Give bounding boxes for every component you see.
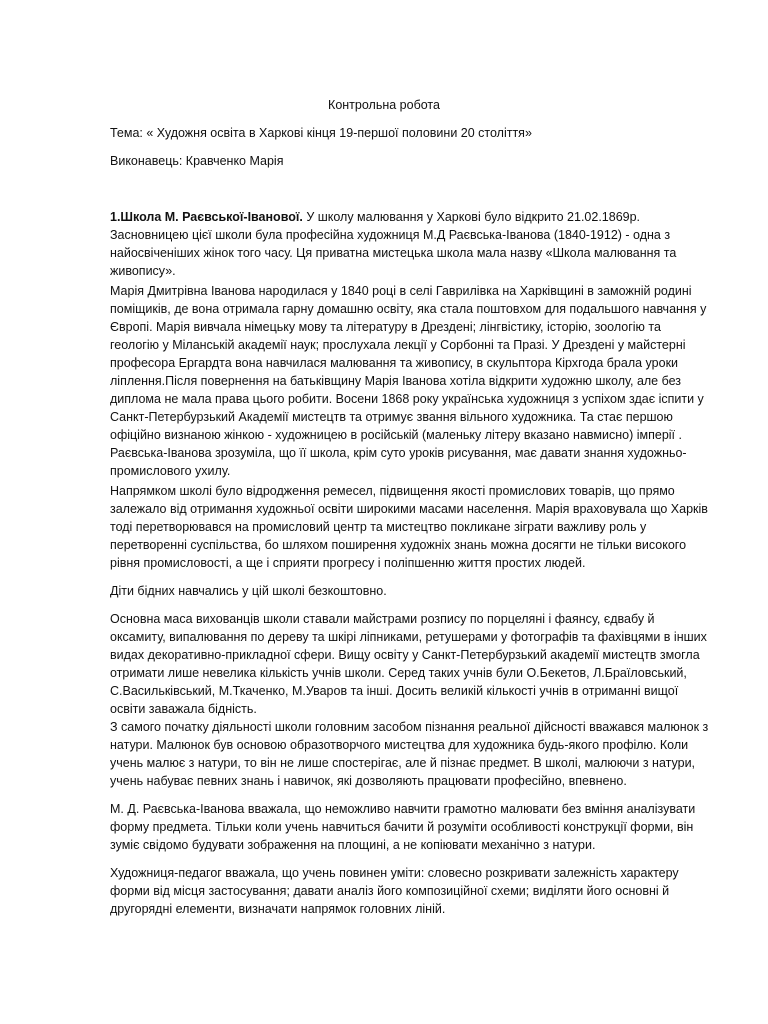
- document-body: [110, 208, 712, 918]
- body-paragraph: Основна маса вихованців школи ставали майстрами розпису по порцеляні і фаянсу, єдвабу й оксамиту, випалювання по дереву та шкірі ліпниками, ретушерами у фотографів та фахівцями в інших видах декоративно-прикладної сфери. Вищу освіту у Санкт-Петербурзький академії мистецтв змогла отримати лише невелика кількість учнів школи. Серед таких учнів були О.Бекетов, Л.Браїловський, С.Васильківський, М.Ткаченко, М.Уваров та інші. Досить великій кількості учнів в отриманні вищої освіти заважала бідність.: [110, 612, 707, 716]
- body-paragraph: Діти бідних навчались у цій школі безкоштовно.: [110, 584, 387, 598]
- section-1-heading: 1.Школа М. Раєвської-Іванової.: [110, 210, 303, 224]
- body-paragraph: З самого початку діяльності школи головним засобом пізнання реальної дійсності вважався малюнок з натури. Малюнок був основою образотворчого мистецтва для художника будь-якого профілю. Коли учень малює з натури, то він не лише спостерігає, але й пізнає предмет. В школі, малюючи з натури, учень набуває певних знань і навичок, які дозволяють працювати професійно, впевнено.: [110, 720, 709, 788]
- body-paragraph: М. Д. Раєвська-Іванова вважала, що неможливо навчити грамотно малювати без вміння аналізувати форму предмета. Тільки коли учень навчиться бачити й розуміти особливості конструкції форми, він зуміє свідомо будувати зображення на площині, а не копіювати механічно з натури.: [110, 802, 696, 852]
- body-paragraph: Напрямком школі було відродження ремесел, підвищення якості промислових товарів, що прямо залежало від отримання художньої освіти широкими масами населення. Марія враховувала що Харків тоді перетворювався на промисловий центр та мистецтво покликане зіграти важливу роль у перетворенні суспільства, бо шляхом поширення художніх знань можна досягти не тільки високого рівня промисловості, а ще і сприяти прогресу і поліпшенню життя простих людей.: [110, 484, 708, 570]
- document-author: Виконавець: Кравченко Марія: [110, 154, 284, 168]
- section-1-paragraph: [110, 208, 712, 280]
- document-topic: Тема: « Художня освіта в Харкові кінця 19-першої половини 20 століття»: [110, 126, 532, 140]
- document-title: Контрольна робота: [328, 98, 440, 112]
- body-paragraph: Марія Дмитрівна Іванова народилася у 1840 році в селі Гаврилівка на Харківщині в заможній родині поміщиків, де вона отримала гарну домашню освіту, яка стала поштовхом для подальшого навчання у Європі. Марія вивчала німецьку мову та літературу в Дрездені; лінгвістику, історію, зоологію та геологію у Міланській академії наук; прослухала лекції у Сорбонні та Празі. У Дрездені у майстерні професора Ергардта вона навчилася малювання та живопису, в скульптора Кірхгода брала уроки ліплення.Після повернення на батьківщину Марія Іванова хотіла відкрити художню школу, але без диплома не мала права цього робити. Восени 1868 року українська художниця з успіхом здає іспити у Санкт-Петербурзький Академії мистецтв та отримує звання вільного художника. Та стає першою офіційно визнаною жінкою - художницею в російській (маленьку літеру вказано навмисно) імперії .: [110, 284, 707, 442]
- body-paragraph: Художниця-педагог вважала, що учень повинен уміти: словесно розкривати залежність характеру форми від місця застосування; давати аналіз його композиційної схеми; виділяти його основні й другорядні елементи, визначати напрямок головних ліній.: [110, 866, 679, 916]
- body-paragraph: Раєвська-Іванова зрозуміла, що її школа, крім суто уроків рисування, має давати знання художньо-промислового ухилу.: [110, 446, 687, 478]
- section-1-intro: У школу малювання у Харкові було відкрито 21.02.1869р. Засновницею цієї школи була професійна художниця М.Д Раєвська-Іванова (1840-1912) - одна з найосвіченіших жінок того часу. Ця приватна мистецька школа мала назву «Школа малювання та живопису».: [110, 210, 677, 278]
